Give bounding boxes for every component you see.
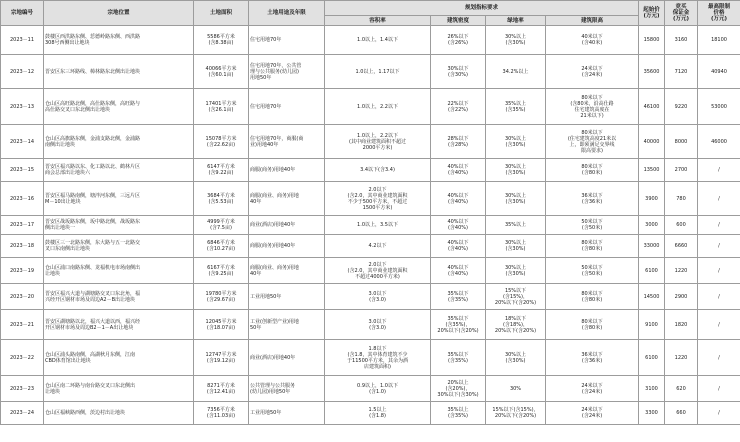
lot-area-cell: 17401平方米 (含26.1亩) bbox=[194, 89, 249, 125]
table-row bbox=[1, 55, 740, 89]
deposit-cell: 620 bbox=[665, 376, 698, 402]
lot-use-cell: 商业(酒店)用地40年 bbox=[249, 216, 325, 235]
lot-code-cell: 2023－22 bbox=[1, 340, 44, 376]
lot-use-cell: 商业(酒店)用地40年 bbox=[249, 340, 325, 376]
lot-location-cell: 晋安区东三环路线、樟林路东北侧出让地块 bbox=[44, 55, 194, 89]
green-ratio-cell: 35%以上 bbox=[486, 216, 546, 235]
lot-area-cell: 7356平方米 (含11.03亩) bbox=[194, 402, 249, 425]
height-limit-cell: 24米以下 (含24米) bbox=[546, 376, 639, 402]
density-cell: 28%以下 (含28%) bbox=[431, 125, 486, 159]
start-price-cell: 40000 bbox=[639, 125, 665, 159]
limit-price-cell: / bbox=[698, 159, 740, 182]
lot-location-cell: 仓山区高旗路东侧，金浦支路北侧，金浦路 南侧出让地块 bbox=[44, 125, 194, 159]
height-limit-cell: 36米以下 (含36米) bbox=[546, 340, 639, 376]
plot-ratio-cell: 3.4以下(含3.4) bbox=[325, 159, 431, 182]
header-use: 土地用途及年限 bbox=[249, 1, 325, 26]
table-row bbox=[1, 235, 740, 258]
green-ratio-cell: 30% bbox=[486, 376, 546, 402]
table-row bbox=[1, 26, 740, 55]
deposit-cell: 600 bbox=[665, 216, 698, 235]
height-limit-cell: 50米以下 (含50米) bbox=[546, 216, 639, 235]
header-planning: 规划指标要求 bbox=[325, 1, 639, 16]
header-green: 绿地率 bbox=[486, 16, 546, 26]
start-price-cell: 3900 bbox=[639, 182, 665, 216]
table-row bbox=[1, 340, 740, 376]
deposit-cell: 660 bbox=[665, 402, 698, 425]
start-price-cell: 13500 bbox=[639, 159, 665, 182]
green-ratio-cell: 30%以上 (含30%) bbox=[486, 235, 546, 258]
table-row bbox=[1, 182, 740, 216]
lot-location-cell: 晋安区福兴路以东、化工路以北、鹤林片区 商会总部出让地块六 bbox=[44, 159, 194, 182]
plot-ratio-cell: 1.8以下 (含1.8，其中体育建筑不少 于11500平方米，其余为酒 店建筑面积) bbox=[325, 340, 431, 376]
height-limit-cell: 24米以下 (含24米) bbox=[546, 55, 639, 89]
lot-location-cell: 鼓楼区西洪路东侧、恁德岭路东侧、西洪路 308号西侧出让地块 bbox=[44, 26, 194, 55]
lot-location-cell: 晋安区战坂路东侧，坂中路北侧，战坂路东 侧出让地块一 bbox=[44, 216, 194, 235]
limit-price-cell: / bbox=[698, 310, 740, 340]
lot-code-cell: 2023－17 bbox=[1, 216, 44, 235]
start-price-cell: 3000 bbox=[639, 216, 665, 235]
lot-area-cell: 8271平方米 (含12.41亩) bbox=[194, 376, 249, 402]
limit-price-cell: 18100 bbox=[698, 26, 740, 55]
lot-use-cell: 商服(商业、商务)用地 40年 bbox=[249, 258, 325, 284]
lot-use-cell: 住宅用地70年，商服(商 业)用地40年 bbox=[249, 125, 325, 159]
height-limit-cell: 24米以下 (含24米) bbox=[546, 402, 639, 425]
lot-location-cell: 仓山区浦头路南侧，高湖秋月东侧，江南 CBD体育馆出让地块 bbox=[44, 340, 194, 376]
density-cell: 40%以下 (含40%) bbox=[431, 159, 486, 182]
lot-use-cell: 工业用地50年 bbox=[249, 284, 325, 310]
header-code: 宗地编号 bbox=[1, 1, 44, 26]
plot-ratio-cell: 1.5以上 (含1.8) bbox=[325, 402, 431, 425]
density-cell: 40%以下 (含40%) bbox=[431, 182, 486, 216]
table-row bbox=[1, 258, 740, 284]
table-row bbox=[1, 216, 740, 235]
header-area: 土地面积 bbox=[194, 1, 249, 26]
plot-ratio-cell: 1.0以上，1.17以下 bbox=[325, 55, 431, 89]
lot-code-cell: 2023－20 bbox=[1, 284, 44, 310]
height-limit-cell: 50米以下 (含50米) bbox=[546, 258, 639, 284]
height-limit-cell: 80米以下 (含80米) bbox=[546, 284, 639, 310]
lot-area-cell: 19780平方米 (含29.67亩) bbox=[194, 284, 249, 310]
density-cell: 35%以下 (含35%) bbox=[431, 284, 486, 310]
height-limit-cell: 80米以下 (含80米) bbox=[546, 159, 639, 182]
limit-price-cell: / bbox=[698, 284, 740, 310]
header-plot-ratio: 容积率 bbox=[325, 16, 431, 26]
density-cell: 22%以下 (含22%) bbox=[431, 89, 486, 125]
limit-price-cell: 46000 bbox=[698, 125, 740, 159]
lot-code-cell: 2023－11 bbox=[1, 26, 44, 55]
limit-price-cell: / bbox=[698, 402, 740, 425]
height-limit-cell: 36米以下 (含36米) bbox=[546, 182, 639, 216]
start-price-cell: 33000 bbox=[639, 235, 665, 258]
limit-price-cell: / bbox=[698, 258, 740, 284]
start-price-cell: 6100 bbox=[639, 340, 665, 376]
limit-price-cell: / bbox=[698, 216, 740, 235]
header-deposit: 竞买 保证金 (万元) bbox=[665, 1, 698, 26]
density-cell: 26%以下 (含26%) bbox=[431, 26, 486, 55]
lot-location-cell: 仓山区高旺路北侧，高仕路东侧，高旺路与 高仕路交叉口东北侧出让地块 bbox=[44, 89, 194, 125]
limit-price-cell: 53000 bbox=[698, 89, 740, 125]
green-ratio-cell: 35%以上 (含35%) bbox=[486, 89, 546, 125]
deposit-cell: 1220 bbox=[665, 258, 698, 284]
green-ratio-cell: 15%以下 (含15%)， 20%以下(含20%) bbox=[486, 284, 546, 310]
lot-use-cell: 工业(创新型产业)用地 50年 bbox=[249, 310, 325, 340]
lot-use-cell: 工业用地50年 bbox=[249, 402, 325, 425]
green-ratio-cell: 30%以上 (含30%) bbox=[486, 26, 546, 55]
deposit-cell: 8000 bbox=[665, 125, 698, 159]
limit-price-cell: / bbox=[698, 376, 740, 402]
start-price-cell: 14500 bbox=[639, 284, 665, 310]
lot-area-cell: 6147平方米 (含9.22亩) bbox=[194, 159, 249, 182]
lot-use-cell: 住宅用地70年 bbox=[249, 26, 325, 55]
deposit-cell: 1820 bbox=[665, 310, 698, 340]
density-cell: 30%以下 (含30%) bbox=[431, 55, 486, 89]
deposit-cell: 2700 bbox=[665, 159, 698, 182]
table-body bbox=[1, 26, 740, 425]
lot-area-cell: 15078平方米 (含22.62亩) bbox=[194, 125, 249, 159]
green-ratio-cell: 30%以上 (含30%) bbox=[486, 340, 546, 376]
lot-location-cell: 鼓楼区三一北路东侧，东大路与五一北路交 叉口东南侧出让地块 bbox=[44, 235, 194, 258]
limit-price-cell: / bbox=[698, 182, 740, 216]
deposit-cell: 9220 bbox=[665, 89, 698, 125]
deposit-cell: 780 bbox=[665, 182, 698, 216]
height-limit-cell: 80米以下 (含80米，沿高仕路 住宅建筑高度在 21米以下) bbox=[546, 89, 639, 125]
green-ratio-cell: 15%以下(含15%)， 20%以下(含20%) bbox=[486, 402, 546, 425]
deposit-cell: 6660 bbox=[665, 235, 698, 258]
density-cell: 40%以下 (含40%) bbox=[431, 235, 486, 258]
lot-code-cell: 2023－19 bbox=[1, 258, 44, 284]
start-price-cell: 15800 bbox=[639, 26, 665, 55]
density-cell: 35%以下 (含35%) bbox=[431, 340, 486, 376]
lot-area-cell: 12045平方米 (含18.07亩) bbox=[194, 310, 249, 340]
green-ratio-cell: 34.2%以上 bbox=[486, 55, 546, 89]
lot-use-cell: 公共管理与公共服务 (幼儿园)用地50年 bbox=[249, 376, 325, 402]
lot-area-cell: 6846平方米 (含10.27亩) bbox=[194, 235, 249, 258]
lot-use-cell: 商服(商务)用地40年 bbox=[249, 235, 325, 258]
lot-area-cell: 12747平方米 (含19.12亩) bbox=[194, 340, 249, 376]
lot-location-cell: 仓山区浦口南路东侧、龙福机电市场南侧出 让地块 bbox=[44, 258, 194, 284]
lot-location-cell: 晋安区福兴大道与湖塘路交叉口东北角，福 兴经开区钢材市场及周边A2－B出让地块 bbox=[44, 284, 194, 310]
density-cell: 35%以上 (含35%) bbox=[431, 402, 486, 425]
limit-price-cell: / bbox=[698, 340, 740, 376]
lot-code-cell: 2023－16 bbox=[1, 182, 44, 216]
header-density: 建筑密度 bbox=[431, 16, 486, 26]
start-price-cell: 35600 bbox=[639, 55, 665, 89]
start-price-cell: 46100 bbox=[639, 89, 665, 125]
plot-ratio-cell: 2.0以下 (含2.0，其中商业建筑面积 不少于500平方米，不超过 1500平方米) bbox=[325, 182, 431, 216]
lot-use-cell: 商服(商业、商务)用地 40年 bbox=[249, 182, 325, 216]
green-ratio-cell: 30%以上 (含30%) bbox=[486, 159, 546, 182]
header-start-price: 起始价 (万元) bbox=[639, 1, 665, 26]
lot-location-cell: 晋安区福马路南侧，塘泮河东侧，三远片区 M－10出让地块 bbox=[44, 182, 194, 216]
height-limit-cell: 80米以下 (含80米) bbox=[546, 235, 639, 258]
table-row bbox=[1, 284, 740, 310]
density-cell: 40%以下 (含40%) bbox=[431, 258, 486, 284]
height-limit-cell: 80米以下 (含80米) bbox=[546, 310, 639, 340]
plot-ratio-cell: 1.0以上，1.4以下 bbox=[325, 26, 431, 55]
lot-use-cell: 住宅用地70年 bbox=[249, 89, 325, 125]
header-limit-price: 最高限制 价格 (万元) bbox=[698, 1, 740, 26]
lot-code-cell: 2023－23 bbox=[1, 376, 44, 402]
green-ratio-cell: 30%以上 (含30%) bbox=[486, 258, 546, 284]
header-location: 宗地位置 bbox=[44, 1, 194, 26]
lot-location-cell: 仓山区南二环路与南台路交叉口东北侧出 让地块 bbox=[44, 376, 194, 402]
lot-area-cell: 40066平方米 (含60.1亩) bbox=[194, 55, 249, 89]
height-limit-cell: 40米以下 (含40米) bbox=[546, 26, 639, 55]
lot-code-cell: 2023－24 bbox=[1, 402, 44, 425]
density-cell: 40%以下 (含40%) bbox=[431, 216, 486, 235]
start-price-cell: 3100 bbox=[639, 376, 665, 402]
table-row bbox=[1, 310, 740, 340]
lot-code-cell: 2023－12 bbox=[1, 55, 44, 89]
density-cell: 35%以下 (含35%)， 20%以下(含20%) bbox=[431, 310, 486, 340]
plot-ratio-cell: 3.0以下 (含3.0) bbox=[325, 284, 431, 310]
lot-area-cell: 4999平方米 (含7.5亩) bbox=[194, 216, 249, 235]
table-row bbox=[1, 376, 740, 402]
plot-ratio-cell: 2.0以下 (含2.0，其中商业建筑面积 不超过4000平方米) bbox=[325, 258, 431, 284]
deposit-cell: 7120 bbox=[665, 55, 698, 89]
plot-ratio-cell: 1.0以上，2.2以下 bbox=[325, 89, 431, 125]
deposit-cell: 3160 bbox=[665, 26, 698, 55]
green-ratio-cell: 30%以上 (含30%) bbox=[486, 125, 546, 159]
lot-code-cell: 2023－18 bbox=[1, 235, 44, 258]
lot-code-cell: 2023－15 bbox=[1, 159, 44, 182]
start-price-cell: 6100 bbox=[639, 258, 665, 284]
deposit-cell: 1220 bbox=[665, 340, 698, 376]
height-limit-cell: 80米以下 (住宅建筑高度21米以 上，即须满足交界线 限高要求) bbox=[546, 125, 639, 159]
start-price-cell: 3300 bbox=[639, 402, 665, 425]
lot-code-cell: 2023－13 bbox=[1, 89, 44, 125]
table-row bbox=[1, 125, 740, 159]
lot-use-cell: 商服(商务)用地40年 bbox=[249, 159, 325, 182]
plot-ratio-cell: 1.0以上，3.5以下 bbox=[325, 216, 431, 235]
plot-ratio-cell: 4.2以下 bbox=[325, 235, 431, 258]
table-row bbox=[1, 402, 740, 425]
green-ratio-cell: 18%以下 (含18%)， 20%以下(含20%) bbox=[486, 310, 546, 340]
lot-area-cell: 6167平方米 (含9.25亩) bbox=[194, 258, 249, 284]
table-row bbox=[1, 159, 740, 182]
plot-ratio-cell: 1.0以上，2.2以下 (其中商业建筑面积不超过 2000平方米) bbox=[325, 125, 431, 159]
density-cell: 20%以上 (含20%)， 30%以下(含30%) bbox=[431, 376, 486, 402]
lot-code-cell: 2023－14 bbox=[1, 125, 44, 159]
header-height: 建筑限高 bbox=[546, 16, 639, 26]
start-price-cell: 9100 bbox=[639, 310, 665, 340]
lot-code-cell: 2023－21 bbox=[1, 310, 44, 340]
limit-price-cell: / bbox=[698, 235, 740, 258]
lot-area-cell: 5586平方米 (含8.38亩) bbox=[194, 26, 249, 55]
limit-price-cell: 40940 bbox=[698, 55, 740, 89]
plot-ratio-cell: 3.0以下 (含3.0) bbox=[325, 310, 431, 340]
deposit-cell: 2900 bbox=[665, 284, 698, 310]
lot-use-cell: 住宅用地70年，公共管 理与公共服务(幼儿园) 用地50年 bbox=[249, 55, 325, 89]
lot-location-cell: 仓山区福峡路西侧，茨边村出让地块 bbox=[44, 402, 194, 425]
lot-area-cell: 3684平方米 (含5.53亩) bbox=[194, 182, 249, 216]
table-row bbox=[1, 89, 740, 125]
lot-location-cell: 晋安区湖塘路以北，福兴大道以西，福兴经 开区钢材市场及周边B2－1－A出让地块 bbox=[44, 310, 194, 340]
plot-ratio-cell: 0.9以上，1.0以下 (含1.0) bbox=[325, 376, 431, 402]
green-ratio-cell: 30%以上 (含30%) bbox=[486, 182, 546, 216]
